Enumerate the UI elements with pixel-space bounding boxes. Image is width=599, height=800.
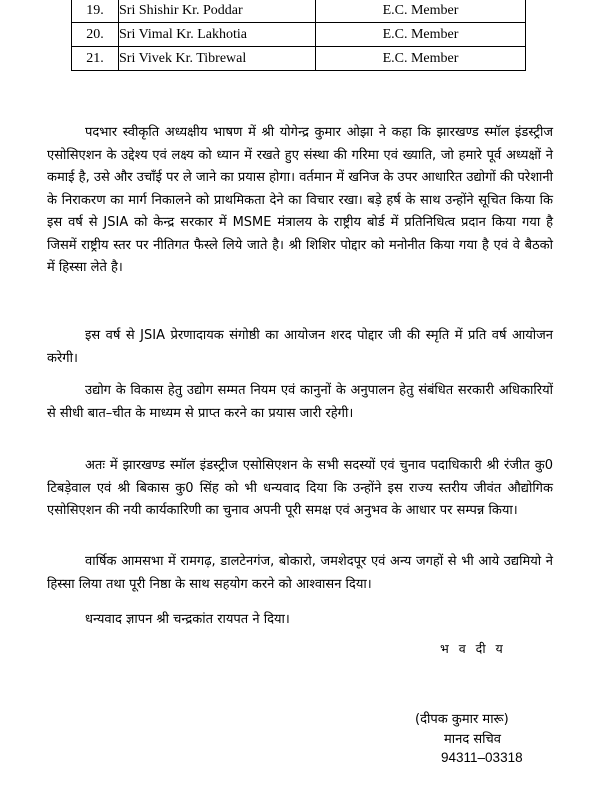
member-name-cell: Sri Shishir Kr. Poddar (119, 0, 316, 23)
table-row (72, 23, 526, 47)
presidential-speech-paragraph: पदभार स्वीकृति अध्यक्षीय भाषण में श्री योगेन्द्र कुमार ओझा ने कहा कि झारखण्ड स्मॉल इंडस्ट्रीज एसोसिएशन के उद्देश्य एवं लक्ष्य को ध्यान में रखते हुए संस्था की गरिमा एवं ख्याति, जो हमारे पूर्व अध्यक्षों ने कमाई है, उसे और उचाँई पर ले जाने का प्रयास होगा। वर्तमान में खनिज के उपर आधारित उद्योगों की परेशानी के निराकरण का मार्ग निकालने को प्राथमिकता देने का विचार रखा। बड़े हर्ष के साथ उन्होंने सूचित किया कि इस वर्ष से JSIA को केन्द्र सरकार में MSME मंत्रालय के राष्ट्रीय बोर्ड में प्रतिनिधित्व प्रदान किया गया है जिसमें राष्ट्रीय स्तर पर नीतिगत फैस्ले लिये जाते है। श्री शिशिर पोद्दार को मनोनीत किया गया है एवं वे बैठको में हिस्सा लेते है। (47, 125, 553, 275)
serial-number-cell: 19. (72, 0, 119, 23)
signatory-title: मानद सचिव (444, 732, 502, 747)
member-role-cell: E.C. Member (316, 47, 526, 71)
serial-number-cell: 20. (72, 23, 119, 47)
seminar-paragraph: इस वर्ष से JSIA प्रेरणादायक संगोष्ठी का आयोजन शरद पोद्दार जी की स्मृति में प्रति वर्ष आयोजन करेगी। (47, 328, 553, 366)
table-row (72, 47, 526, 71)
serial-number-cell: 21. (72, 47, 119, 71)
table-row (72, 0, 526, 23)
industry-development-paragraph: उद्योग के विकास हेतु उद्योग सम्मत नियम एवं कानुनों के अनुपालन हेतु संबंधित सरकारी अधिकारियों से सीधी बात–चीत के माध्यम से प्राप्त करने का प्रयास जारी रहेगी। (47, 383, 553, 421)
sign-off: भ व दी य (440, 641, 506, 656)
vote-of-thanks-paragraph: अतः में झारखण्ड स्मॉल इंडस्ट्रीज एसोसिएशन के सभी सदस्यों एवं चुनाव पदाधिकारी श्री रंजीत कु0 टिबड़ेवाल एवं श्री बिकास कु0 सिंह को भी धन्यवाद दिया कि उन्होंने इस राज्य स्तरीय जीवंत औद्योगिक एसोसिएशन की नयी कार्यकारिणी का चुनाव अपनी पूरी समक्ष एवं अनुभव के आधार पर सम्पन्न किया। (47, 458, 553, 518)
members-table (71, 0, 526, 71)
signatory-name: (दीपक कुमार मारू) (415, 712, 509, 727)
member-name-cell: Sri Vivek Kr. Tibrewal (119, 47, 316, 71)
agm-attendance-paragraph: वार्षिक आमसभा में रामगढ़, डालटेनगंज, बोकारो, जमशेदपूर एवं अन्य जगहों से भी आये उद्यमियो ने हिस्सा लिया तथा पूरी निष्ठा के साथ सहयोग करने को आश्वासन दिया। (47, 554, 553, 592)
member-role-cell: E.C. Member (316, 0, 526, 23)
signatory-phone: 94311–03318 (441, 750, 523, 765)
member-name-cell: Sri Vimal Kr. Lakhotia (119, 23, 316, 47)
thanks-note-paragraph: धन्यवाद ज्ञापन श्री चन्द्रकांत रायपत ने दिया। (85, 612, 290, 627)
member-role-cell: E.C. Member (316, 23, 526, 47)
